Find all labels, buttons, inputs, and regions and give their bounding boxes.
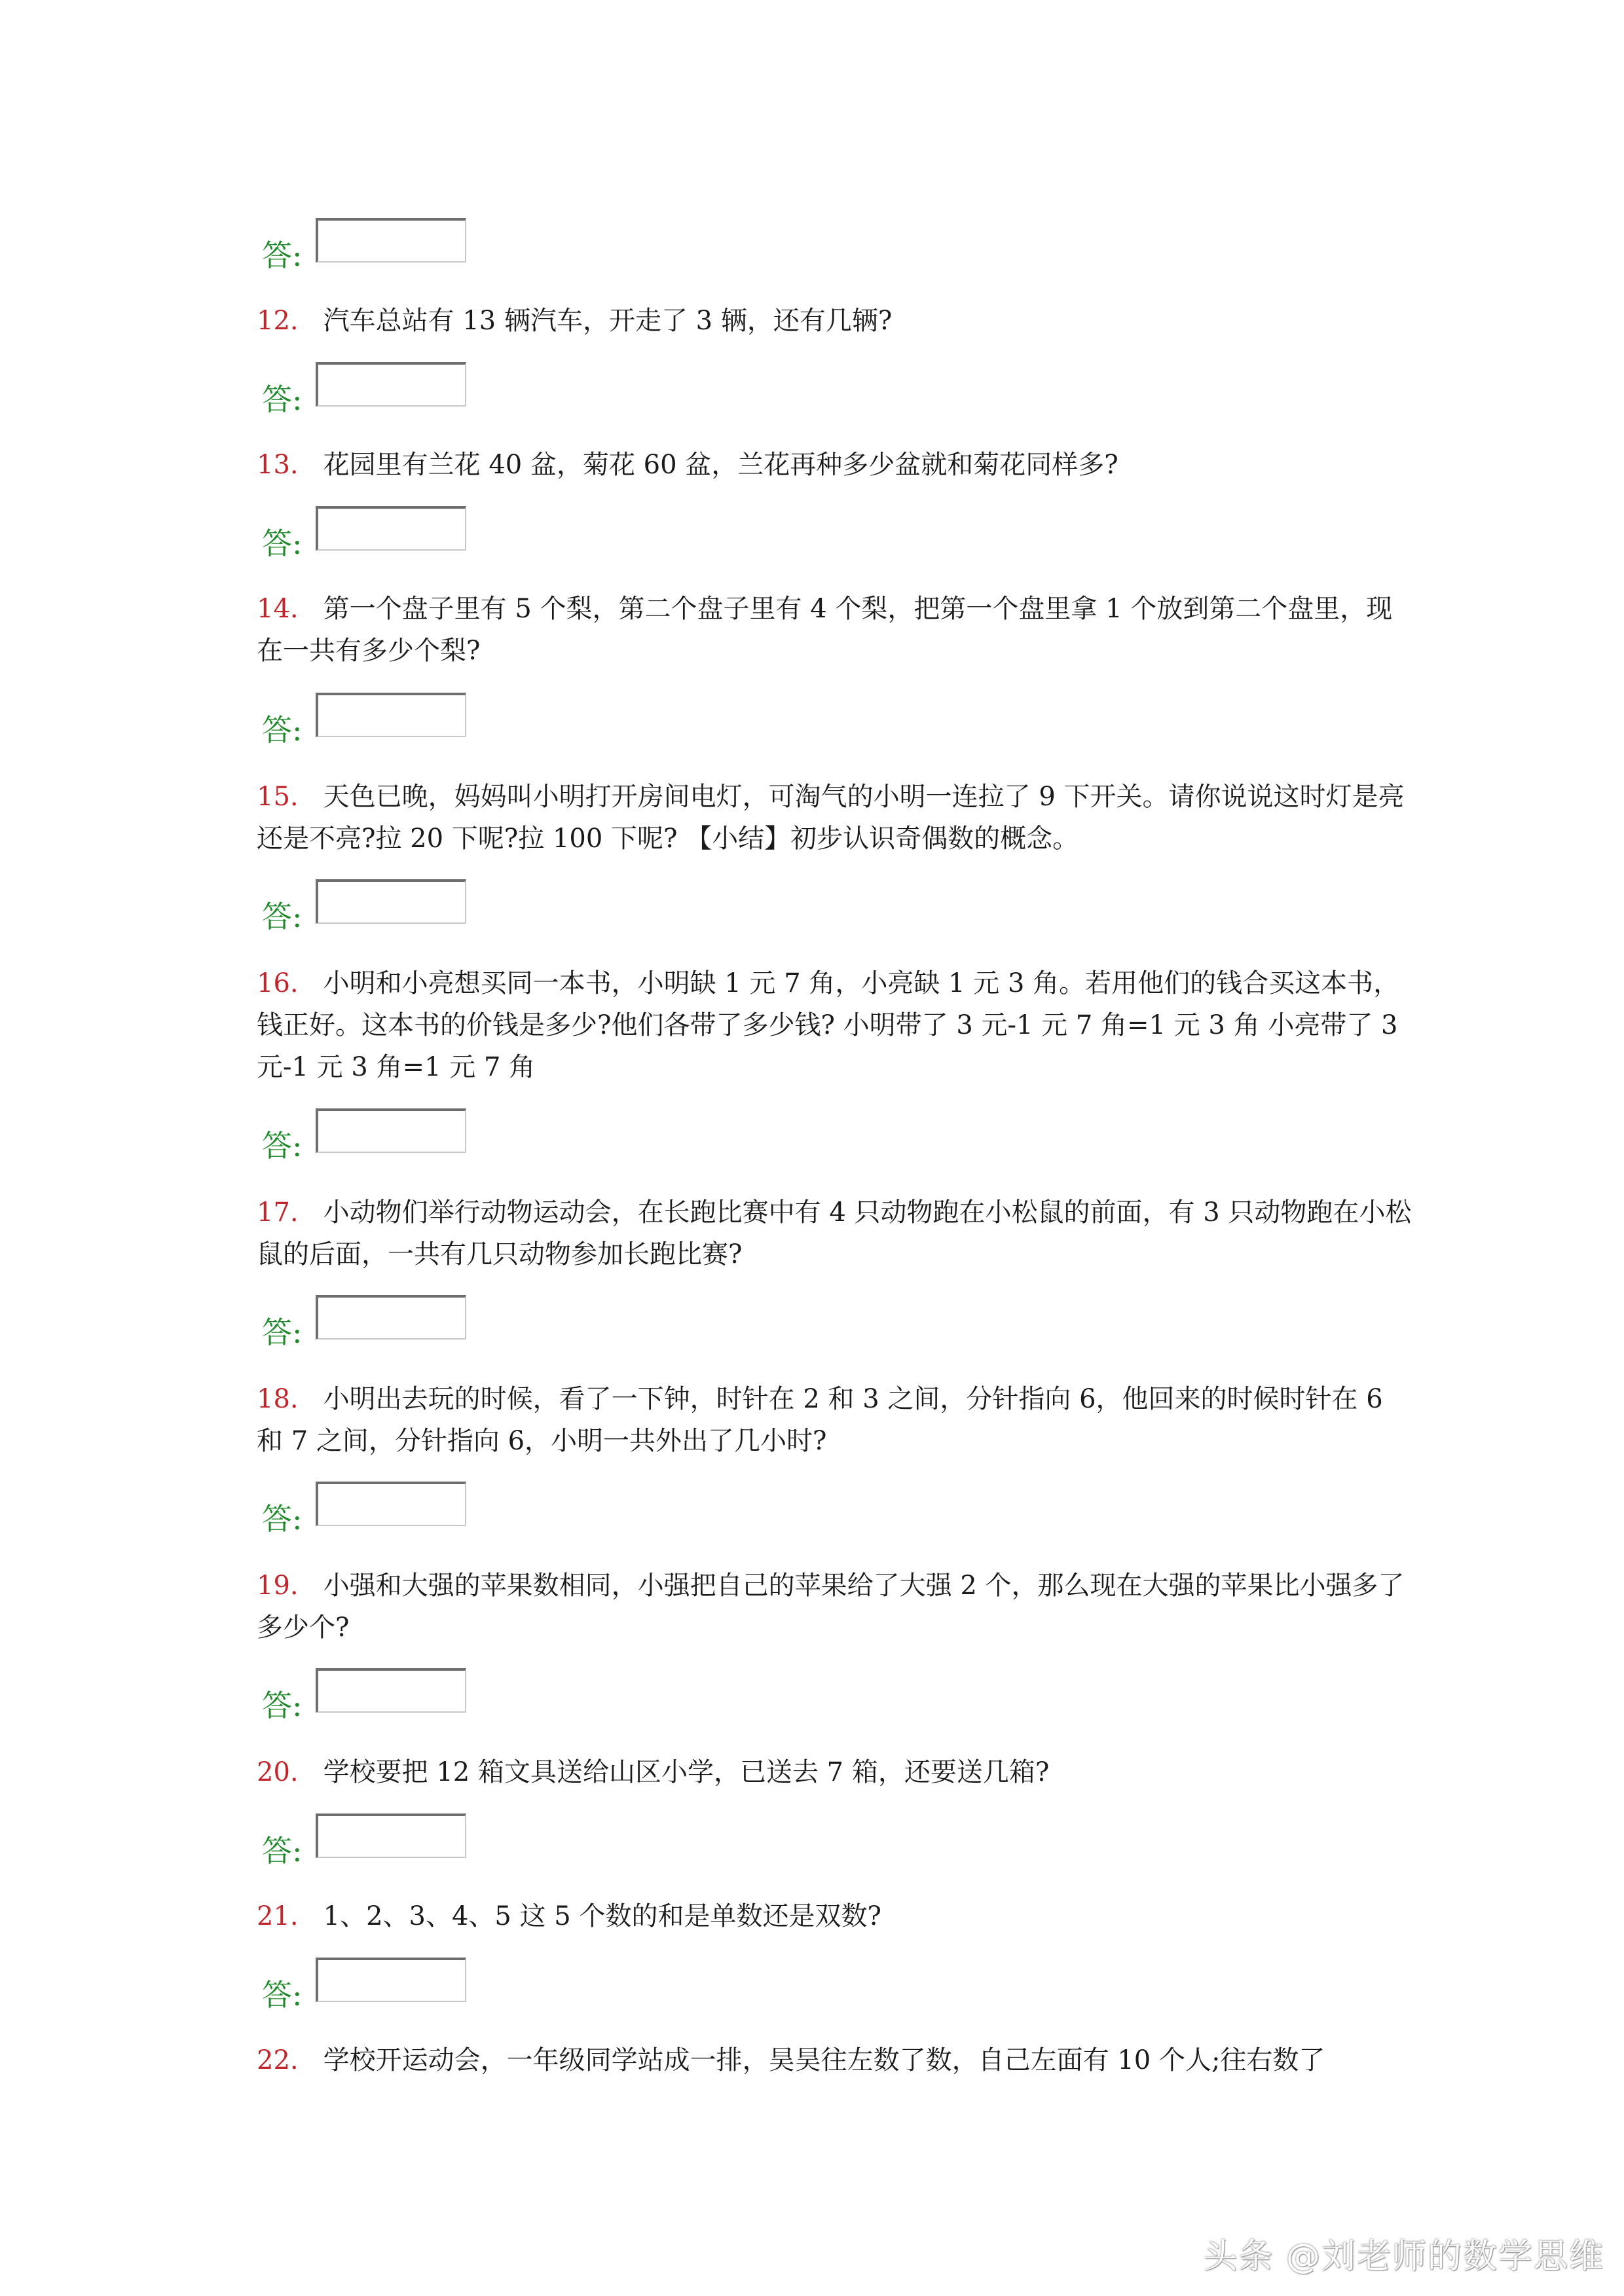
- answer-row-11: [262, 218, 478, 273]
- question-text: 1、2、3、4、5 这 5 个数的和是单数还是双数?: [323, 1901, 881, 1931]
- answer-label: 答:: [262, 899, 303, 934]
- answer-input-13[interactable]: [316, 506, 466, 551]
- answer-label: 答:: [262, 1128, 303, 1163]
- answer-row-21: [262, 1958, 478, 2013]
- question-20: [257, 1751, 1416, 1793]
- question-number: 22.: [257, 2045, 299, 2075]
- question-text: 天色已晚，妈妈叫小明打开房间电灯，可淘气的小明一连拉了 9 下开关。请你说说这时灯是亮还是不亮?拉 20 下呢?拉 100 下呢? 【小结】初步认识奇偶数的概念。: [257, 782, 1405, 854]
- question-text: 小动物们举行动物运动会，在长跑比赛中有 4 只动物跑在小松鼠的前面，有 3 只动物跑在小松鼠的后面，一共有几只动物参加长跑比赛?: [257, 1197, 1412, 1269]
- answer-row-17: [262, 1295, 478, 1350]
- question-number: 12.: [257, 306, 299, 336]
- question-22: [257, 2039, 1416, 2081]
- answer-row-13: [262, 506, 478, 561]
- question-number: 16.: [257, 968, 299, 998]
- question-number: 14.: [257, 594, 299, 624]
- question-text: 汽车总站有 13 辆汽车，开走了 3 辆，还有几辆?: [323, 306, 893, 336]
- question-17: [257, 1192, 1416, 1275]
- answer-input-15[interactable]: [316, 879, 466, 924]
- answer-label: 答:: [262, 1688, 303, 1723]
- question-12: [257, 300, 1416, 342]
- question-text: 小明出去玩的时候，看了一下钟，时针在 2 和 3 之间，分针指向 6，他回来的时候时针在 6 和 7 之间，分针指向 6，小明一共外出了几小时?: [257, 1384, 1383, 1456]
- answer-row-19: [262, 1668, 478, 1721]
- question-text: 花园里有兰花 40 盆，菊花 60 盆，兰花再种多少盆就和菊花同样多?: [323, 450, 1118, 480]
- question-text: 第一个盘子里有 5 个梨，第二个盘子里有 4 个梨，把第一个盘里拿 1 个放到第二个盘里，现在一共有多少个梨?: [257, 594, 1393, 666]
- question-16: [257, 962, 1416, 1088]
- question-13: [257, 444, 1416, 486]
- answer-input-20[interactable]: [316, 1813, 466, 1858]
- question-number: 18.: [257, 1384, 299, 1414]
- answer-input-21[interactable]: [316, 1958, 466, 2002]
- answer-input-17[interactable]: [316, 1295, 466, 1339]
- answer-label: 答:: [262, 712, 303, 748]
- question-text: 学校开运动会，一年级同学站成一排，昊昊往左数了数，自己左面有 10 个人;往右数了: [323, 2045, 1325, 2075]
- question-number: 13.: [257, 450, 299, 480]
- question-18: [257, 1378, 1416, 1462]
- question-21: [257, 1895, 1416, 1937]
- question-15: [257, 776, 1416, 860]
- question-text: 小强和大强的苹果数相同，小强把自己的苹果给了大强 2 个，那么现在大强的苹果比小强多了多少个?: [257, 1571, 1405, 1643]
- answer-label: 答:: [262, 526, 303, 561]
- answer-input-12[interactable]: [316, 362, 466, 407]
- question-19: [257, 1565, 1416, 1649]
- answer-label: 答:: [262, 1501, 303, 1537]
- question-text: 小明和小亮想买同一本书，小明缺 1 元 7 角，小亮缺 1 元 3 角。若用他们的钱合买这本书，钱正好。这本书的价钱是多少?他们各带了多少钱? 小明带了 3 元-1 元 7 角=1 元 3 角 小亮带了 3 元-1 元 3 角=1 元 7 角: [257, 968, 1400, 1082]
- answer-input-14[interactable]: [316, 693, 466, 737]
- question-14: [257, 588, 1416, 672]
- question-number: 20.: [257, 1757, 299, 1787]
- answer-input-16[interactable]: [316, 1108, 466, 1153]
- answer-row-18: [262, 1482, 478, 1537]
- question-number: 19.: [257, 1571, 299, 1601]
- answer-input-19[interactable]: [316, 1668, 466, 1713]
- question-number: 15.: [257, 782, 299, 812]
- answer-row-12: [262, 362, 478, 417]
- answer-label: 答:: [262, 238, 303, 273]
- answer-input-18[interactable]: [316, 1482, 466, 1526]
- answer-label: 答:: [262, 1977, 303, 2013]
- watermark: 头条 @刘老师的数学思维: [1203, 2237, 1604, 2276]
- answer-input-11[interactable]: [316, 218, 466, 263]
- answer-label: 答:: [262, 1833, 303, 1868]
- answer-row-16: [262, 1108, 478, 1161]
- answer-label: 答:: [262, 382, 303, 417]
- answer-row-15: [262, 879, 478, 932]
- question-number: 21.: [257, 1901, 299, 1931]
- answer-label: 答:: [262, 1315, 303, 1350]
- question-text: 学校要把 12 箱文具送给山区小学，已送去 7 箱，还要送几箱?: [323, 1757, 1050, 1787]
- answer-row-14: [262, 693, 478, 748]
- answer-row-20: [262, 1813, 478, 1866]
- question-number: 17.: [257, 1197, 299, 1228]
